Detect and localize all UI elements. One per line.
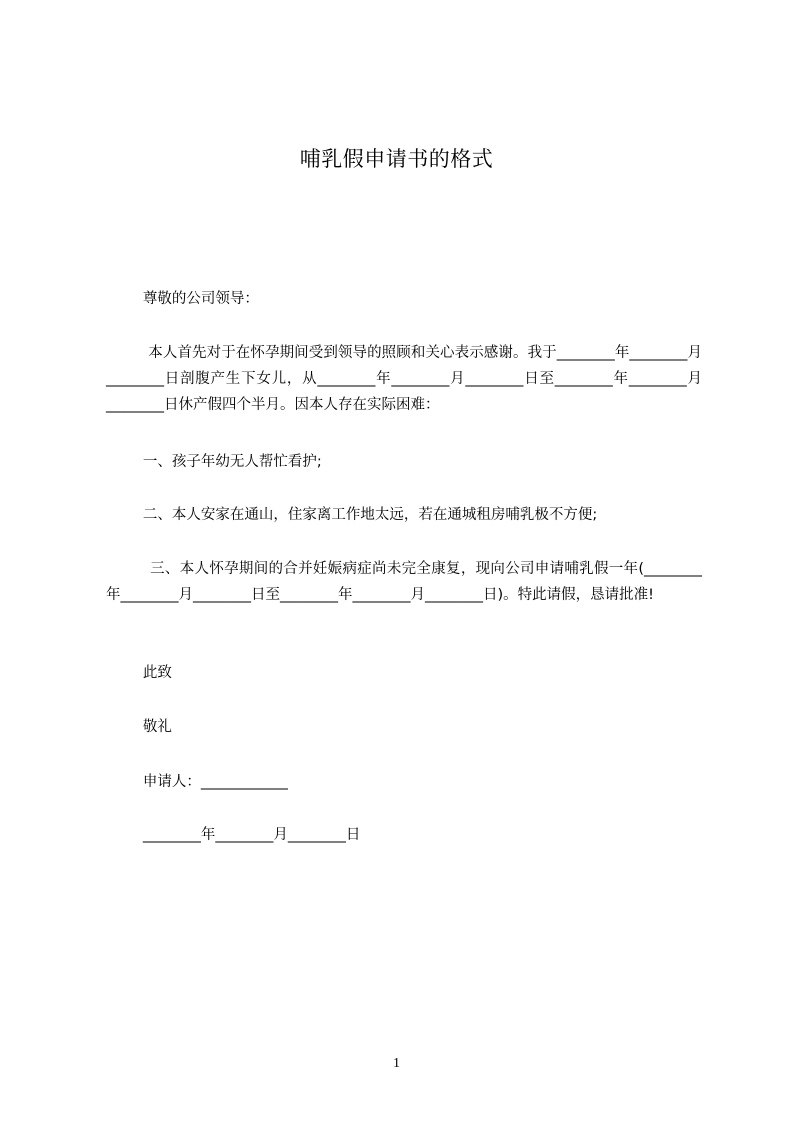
closing-cizhi: 此致	[106, 665, 172, 681]
salutation: 尊敬的公司领导：	[106, 291, 259, 307]
paragraph-request: 三、本人怀孕期间的合并妊娠病症尚未完全康复，现向公司申请哺乳假一年(________年________月________日至________年________月________日)。特此请假，恳请批准!	[106, 561, 703, 603]
applicant-line: 申请人：____________	[106, 774, 288, 790]
paragraph-intro: 本人首先对于在怀孕期间受到领导的照顾和关心表示感谢。我于________年________月________日剖腹产生下女儿，从________年________月________日至________年________月________日休产假四个半月。因本人存在实际困难：	[106, 345, 703, 413]
document-title: 哺乳假申请书的格式	[299, 147, 494, 171]
paragraph-reason-1: 一、孩子年幼无人帮忙看护;	[106, 454, 322, 470]
paragraph-reason-2: 二、本人安家在通山，住家离工作地太远，若在通城租房哺乳极不方便;	[106, 507, 598, 523]
page-number: 1	[393, 1056, 400, 1071]
date-line: ________年________月________日	[106, 827, 361, 843]
closing-jingli: 敬礼	[106, 719, 172, 735]
